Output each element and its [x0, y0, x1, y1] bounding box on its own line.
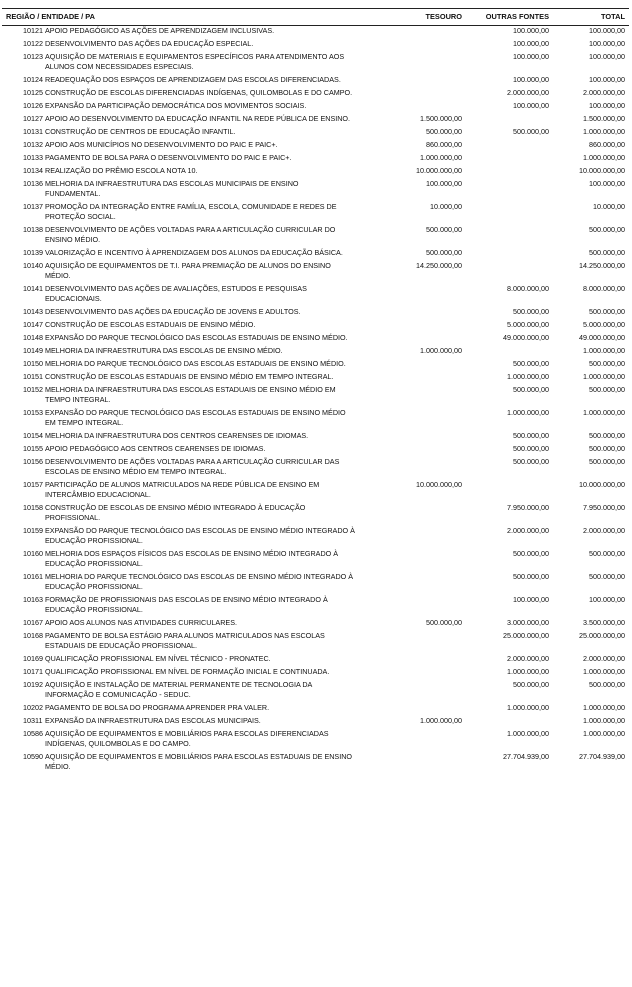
row-total-value: 25.000.000,00: [579, 631, 625, 640]
row-code: 10168: [23, 631, 43, 640]
row-description: MELHORIA DA INFRAESTRUTURA DAS ESCOLAS DE ENSINO MÉDIO.: [45, 346, 283, 355]
row-outras-fontes-value: 500.000,00: [513, 572, 549, 581]
row-code: 10169: [23, 654, 43, 663]
row-code: 10311: [23, 716, 43, 725]
table-row: [2, 51, 629, 74]
row-total-value: 10.000,00: [593, 202, 625, 211]
row-tesouro-value: 10.000.000,00: [416, 480, 462, 489]
row-outras-fontes-value: 100.000,00: [513, 101, 549, 110]
row-outras-fontes-value: 500.000,00: [513, 457, 549, 466]
row-description: EXPANSÃO DA INFRAESTRUTURA DAS ESCOLAS MUNICIPAIS.: [45, 716, 261, 725]
table-row: [2, 715, 629, 728]
row-tesouro-value: 500.000,00: [426, 127, 462, 136]
row-code: 10126: [23, 101, 43, 110]
row-description: FORMAÇÃO DE PROFISSIONAIS DAS ESCOLAS DE ENSINO MÉDIO INTEGRADO À EDUCAÇÃO PROFISSIONAL.: [45, 595, 328, 614]
row-code: 10125: [23, 88, 43, 97]
row-outras-fontes-value: 500.000,00: [513, 680, 549, 689]
row-description: DESENVOLVIMENTO DE AÇÕES VOLTADAS PARA A ARTICULAÇÃO CURRICULAR DAS ESCOLAS DE ENSINO MÉDIO EM TEMPO INTEGRAL.: [45, 457, 340, 476]
table-row: [2, 617, 629, 630]
row-description: EXPANSÃO DO PARQUE TECNOLÓGICO DAS ESCOLAS ESTADUAIS DE ENSINO MÉDIO.: [45, 333, 348, 342]
row-outras-fontes-value: 100.000,00: [513, 75, 549, 84]
row-outras-fontes-value: 1.000.000,00: [507, 729, 549, 738]
row-description: CONSTRUÇÃO DE ESCOLAS DIFERENCIADAS INDÍGENAS, QUILOMBOLAS E DO CAMPO.: [45, 88, 353, 97]
row-total-value: 500.000,00: [589, 307, 625, 316]
row-code: 10139: [23, 248, 43, 257]
row-total-value: 500.000,00: [589, 225, 625, 234]
row-code: 10157: [23, 480, 43, 489]
row-tesouro-value: 500.000,00: [426, 225, 462, 234]
row-description: APOIO PEDAGÓGICO AOS CENTROS CEARENSES DE IDIOMAS.: [45, 444, 266, 453]
row-description: MELHORIA DA INFRAESTRUTURA DOS CENTROS CEARENSES DE IDIOMAS.: [45, 431, 309, 440]
row-description: AQUISIÇÃO DE MATERIAIS E EQUIPAMENTOS ESPECÍFICOS PARA ATENDIMENTO AOS ALUNOS COM NECESSIDADES ESPECIAIS.: [45, 52, 345, 71]
row-total-value: 1.500.000,00: [583, 114, 625, 123]
row-tesouro-value: 10.000,00: [430, 202, 462, 211]
row-description: READEQUAÇÃO DOS ESPAÇOS DE APRENDIZAGEM DAS ESCOLAS DIFERENCIADAS.: [45, 75, 341, 84]
table-row: [2, 653, 629, 666]
row-description: APOIO AOS MUNICÍPIOS NO DESENVOLVIMENTO DO PAIC E PAIC+.: [45, 140, 278, 149]
table-row: [2, 224, 629, 247]
row-outras-fontes-value: 25.000.000,00: [503, 631, 549, 640]
row-code: 10138: [23, 225, 43, 234]
row-total-value: 500.000,00: [589, 444, 625, 453]
row-code: 10171: [23, 667, 43, 676]
row-code: 10140: [23, 261, 43, 270]
row-description: EXPANSÃO DA PARTICIPAÇÃO DEMOCRÁTICA DOS MOVIMENTOS SOCIAIS.: [45, 101, 307, 110]
row-code: 10586: [23, 729, 43, 738]
row-code: 10192: [23, 680, 43, 689]
row-outras-fontes-value: 500.000,00: [513, 385, 549, 394]
row-total-value: 2.000.000,00: [583, 654, 625, 663]
table-header: [2, 8, 629, 26]
table-row: [2, 247, 629, 260]
row-outras-fontes-value: 500.000,00: [513, 307, 549, 316]
row-code: 10141: [23, 284, 43, 293]
row-total-value: 100.000,00: [589, 595, 625, 604]
row-code: 10121: [23, 26, 43, 35]
table-row: [2, 74, 629, 87]
table-row: [2, 25, 629, 38]
row-total-value: 1.000.000,00: [583, 153, 625, 162]
row-description: APOIO AOS ALUNOS NAS ATIVIDADES CURRICULARES.: [45, 618, 237, 627]
row-tesouro-value: 1.000.000,00: [420, 716, 462, 725]
row-total-value: 8.000.000,00: [583, 284, 625, 293]
row-description: PAGAMENTO DE BOLSA DO PROGRAMA APRENDER PRA VALER.: [45, 703, 270, 712]
row-outras-fontes-value: 2.000.000,00: [507, 88, 549, 97]
row-description: QUALIFICAÇÃO PROFISSIONAL EM NÍVEL DE FORMAÇÃO INICIAL E CONTINUADA.: [45, 667, 330, 676]
row-total-value: 100.000,00: [589, 26, 625, 35]
table-row: [2, 100, 629, 113]
row-code: 10202: [23, 703, 43, 712]
row-description: AQUISIÇÃO DE EQUIPAMENTOS E MOBILIÁRIOS PARA ESCOLAS DIFERENCIADAS INDÍGENAS, QUILOMBOLAS E DO CAMPO.: [45, 729, 329, 748]
table-row: [2, 332, 629, 345]
row-code: 10150: [23, 359, 43, 368]
row-tesouro-value: 500.000,00: [426, 618, 462, 627]
row-total-value: 1.000.000,00: [583, 729, 625, 738]
row-description: MELHORIA DA INFRAESTRUTURA DAS ESCOLAS ESTADUAIS DE ENSINO MÉDIO EM TEMPO INTEGRAL.: [45, 385, 336, 404]
table-row: [2, 306, 629, 319]
row-total-value: 500.000,00: [589, 549, 625, 558]
row-code: 10148: [23, 333, 43, 342]
row-description: CONSTRUÇÃO DE ESCOLAS ESTADUAIS DE ENSINO MÉDIO EM TEMPO INTEGRAL.: [45, 372, 334, 381]
row-total-value: 100.000,00: [589, 179, 625, 188]
row-outras-fontes-value: 49.000.000,00: [503, 333, 549, 342]
row-description: DESENVOLVIMENTO DE AÇÕES VOLTADAS PARA A ARTICULAÇÃO CURRICULAR DO ENSINO MÉDIO.: [45, 225, 336, 244]
row-outras-fontes-value: 100.000,00: [513, 39, 549, 48]
row-code: 10133: [23, 153, 43, 162]
row-outras-fontes-value: 8.000.000,00: [507, 284, 549, 293]
row-outras-fontes-value: 500.000,00: [513, 549, 549, 558]
table-body: [2, 25, 629, 774]
table-row: [2, 502, 629, 525]
row-description: PAGAMENTO DE BOLSA PARA O DESENVOLVIMENTO DO PAIC E PAIC+.: [45, 153, 292, 162]
row-description: PAGAMENTO DE BOLSA ESTÁGIO PARA ALUNOS MATRICULADOS NAS ESCOLAS ESTADUAIS DE EDUCAÇÃO PROFISSIONAL.: [45, 631, 325, 650]
row-description: MELHORIA DA INFRAESTRUTURA DAS ESCOLAS MUNICIPAIS DE ENSINO FUNDAMENTAL.: [45, 179, 299, 198]
row-total-value: 14.250.000,00: [579, 261, 625, 270]
row-description: AQUISIÇÃO DE EQUIPAMENTOS E MOBILIÁRIOS PARA ESCOLAS ESTADUAIS DE ENSINO MÉDIO.: [45, 752, 353, 771]
row-outras-fontes-value: 500.000,00: [513, 431, 549, 440]
table-row: [2, 548, 629, 571]
column-header-region: REGIÃO / ENTIDADE / PA: [6, 12, 95, 21]
row-code: 10158: [23, 503, 43, 512]
row-outras-fontes-value: 5.000.000,00: [507, 320, 549, 329]
row-total-value: 10.000.000,00: [579, 480, 625, 489]
row-description: VALORIZAÇÃO E INCENTIVO À APRENDIZAGEM DOS ALUNOS DA EDUCAÇÃO BÁSICA.: [45, 248, 343, 257]
row-code: 10590: [23, 752, 43, 761]
row-tesouro-value: 860.000,00: [426, 140, 462, 149]
row-total-value: 1.000.000,00: [583, 408, 625, 417]
table-row: [2, 666, 629, 679]
table-row: [2, 443, 629, 456]
table-row: [2, 371, 629, 384]
table-row: [2, 407, 629, 430]
table-row: [2, 319, 629, 332]
row-code: 10167: [23, 618, 43, 627]
row-code: 10147: [23, 320, 43, 329]
column-header-total: TOTAL: [601, 12, 625, 21]
row-outras-fontes-value: 1.000.000,00: [507, 703, 549, 712]
row-code: 10153: [23, 408, 43, 417]
row-code: 10137: [23, 202, 43, 211]
row-outras-fontes-value: 500.000,00: [513, 359, 549, 368]
row-outras-fontes-value: 2.000.000,00: [507, 526, 549, 535]
row-outras-fontes-value: 7.950.000,00: [507, 503, 549, 512]
row-total-value: 100.000,00: [589, 52, 625, 61]
row-outras-fontes-value: 27.704.939,00: [503, 752, 549, 761]
table-row: [2, 384, 629, 407]
row-description: DESENVOLVIMENTO DAS AÇÕES DA EDUCAÇÃO ESPECIAL.: [45, 39, 254, 48]
row-outras-fontes-value: 2.000.000,00: [507, 654, 549, 663]
table-row: [2, 126, 629, 139]
row-tesouro-value: 14.250.000,00: [416, 261, 462, 270]
table-row: [2, 283, 629, 306]
row-outras-fontes-value: 100.000,00: [513, 26, 549, 35]
row-total-value: 500.000,00: [589, 431, 625, 440]
row-code: 10161: [23, 572, 43, 581]
row-outras-fontes-value: 500.000,00: [513, 444, 549, 453]
row-outras-fontes-value: 1.000.000,00: [507, 408, 549, 417]
row-code: 10131: [23, 127, 43, 136]
row-outras-fontes-value: 100.000,00: [513, 52, 549, 61]
row-description: DESENVOLVIMENTO DAS AÇÕES DE AVALIAÇÕES, ESTUDOS E PESQUISAS EDUCACIONAIS.: [45, 284, 307, 303]
row-code: 10122: [23, 39, 43, 48]
row-code: 10163: [23, 595, 43, 604]
table-row: [2, 594, 629, 617]
row-code: 10123: [23, 52, 43, 61]
table-row: [2, 201, 629, 224]
row-code: 10149: [23, 346, 43, 355]
row-total-value: 1.000.000,00: [583, 703, 625, 712]
row-tesouro-value: 1.000.000,00: [420, 153, 462, 162]
row-tesouro-value: 100.000,00: [426, 179, 462, 188]
row-outras-fontes-value: 1.000.000,00: [507, 667, 549, 676]
table-row: [2, 358, 629, 371]
table-row: [2, 630, 629, 653]
row-description: CONSTRUÇÃO DE CENTROS DE EDUCAÇÃO INFANTIL.: [45, 127, 236, 136]
row-description: PROMOÇÃO DA INTEGRAÇÃO ENTRE FAMÍLIA, ESCOLA, COMUNIDADE E REDES DE PROTEÇÃO SOCIAL.: [45, 202, 337, 221]
row-description: MELHORIA DO PARQUE TECNOLÓGICO DAS ESCOLAS ESTADUAIS DE ENSINO MÉDIO.: [45, 359, 346, 368]
row-tesouro-value: 1.000.000,00: [420, 346, 462, 355]
row-description: CONSTRUÇÃO DE ESCOLAS ESTADUAIS DE ENSINO MÉDIO.: [45, 320, 256, 329]
row-description: REALIZAÇÃO DO PRÊMIO ESCOLA NOTA 10.: [45, 166, 198, 175]
row-total-value: 10.000.000,00: [579, 166, 625, 175]
row-description: QUALIFICAÇÃO PROFISSIONAL EM NÍVEL TÉCNICO - PRONATEC.: [45, 654, 271, 663]
table-row: [2, 751, 629, 774]
row-description: DESENVOLVIMENTO DAS AÇÕES DA EDUCAÇÃO DE JOVENS E ADULTOS.: [45, 307, 301, 316]
row-total-value: 500.000,00: [589, 359, 625, 368]
table-row: [2, 479, 629, 502]
row-total-value: 500.000,00: [589, 457, 625, 466]
row-total-value: 49.000.000,00: [579, 333, 625, 342]
row-code: 10160: [23, 549, 43, 558]
table-row: [2, 702, 629, 715]
row-total-value: 100.000,00: [589, 39, 625, 48]
row-code: 10154: [23, 431, 43, 440]
row-total-value: 500.000,00: [589, 572, 625, 581]
table-row: [2, 525, 629, 548]
row-total-value: 2.000.000,00: [583, 526, 625, 535]
row-outras-fontes-value: 3.000.000,00: [507, 618, 549, 627]
row-total-value: 500.000,00: [589, 248, 625, 257]
row-total-value: 1.000.000,00: [583, 346, 625, 355]
table-row: [2, 87, 629, 100]
table-row: [2, 260, 629, 283]
table-row: [2, 456, 629, 479]
row-total-value: 2.000.000,00: [583, 88, 625, 97]
row-code: 10136: [23, 179, 43, 188]
column-header-outras-fontes: OUTRAS FONTES: [485, 12, 549, 21]
row-code: 10127: [23, 114, 43, 123]
table-row: [2, 139, 629, 152]
row-description: EXPANSÃO DO PARQUE TECNOLÓGICO DAS ESCOLAS DE ENSINO MÉDIO INTEGRADO À EDUCAÇÃO PROFISSIONAL.: [45, 526, 355, 545]
row-code: 10159: [23, 526, 43, 535]
row-total-value: 27.704.939,00: [579, 752, 625, 761]
row-outras-fontes-value: 500.000,00: [513, 127, 549, 136]
row-total-value: 100.000,00: [589, 101, 625, 110]
row-description: APOIO PEDAGÓGICO AS AÇÕES DE APRENDIZAGEM INCLUSIVAS.: [45, 26, 275, 35]
row-total-value: 3.500.000,00: [583, 618, 625, 627]
table-row: [2, 113, 629, 126]
row-total-value: 100.000,00: [589, 75, 625, 84]
row-code: 10151: [23, 372, 43, 381]
row-total-value: 1.000.000,00: [583, 716, 625, 725]
row-description: CONSTRUÇÃO DE ESCOLAS DE ENSINO MÉDIO INTEGRADO À EDUCAÇÃO PROFISSIONAL.: [45, 503, 306, 522]
row-description: MELHORIA DOS ESPAÇOS FÍSICOS DAS ESCOLAS DE ENSINO MÉDIO INTEGRADO À EDUCAÇÃO PROFISSIONAL.: [45, 549, 339, 568]
table-row: [2, 571, 629, 594]
row-description: MELHORIA DO PARQUE TECNOLÓGICO DAS ESCOLAS DE ENSINO MÉDIO INTEGRADO À EDUCAÇÃO PROFISSIONAL.: [45, 572, 354, 591]
row-description: APOIO AO DESENVOLVIMENTO DA EDUCAÇÃO INFANTIL NA REDE PÚBLICA DE ENSINO.: [45, 114, 351, 123]
row-total-value: 1.000.000,00: [583, 372, 625, 381]
row-total-value: 500.000,00: [589, 680, 625, 689]
row-code: 10152: [23, 385, 43, 394]
row-code: 10156: [23, 457, 43, 466]
table-row: [2, 165, 629, 178]
row-description: AQUISIÇÃO E INSTALAÇÃO DE MATERIAL PERMANENTE DE TECNOLOGIA DA INFORMAÇÃO E COMUNICAÇÃO - SEDUC.: [45, 680, 312, 699]
row-code: 10155: [23, 444, 43, 453]
column-header-tesouro: TESOURO: [425, 12, 462, 21]
table-row: [2, 430, 629, 443]
table-row: [2, 38, 629, 51]
row-total-value: 5.000.000,00: [583, 320, 625, 329]
row-tesouro-value: 500.000,00: [426, 248, 462, 257]
row-outras-fontes-value: 100.000,00: [513, 595, 549, 604]
row-code: 10143: [23, 307, 43, 316]
row-total-value: 860.000,00: [589, 140, 625, 149]
table-row: [2, 152, 629, 165]
row-description: PARTICIPAÇÃO DE ALUNOS MATRICULADOS NA REDE PÚBLICA DE ENSINO EM INTERCÂMBIO EDUCACIONAL.: [45, 480, 320, 499]
row-code: 10134: [23, 166, 43, 175]
table-row: [2, 679, 629, 702]
row-total-value: 1.000.000,00: [583, 127, 625, 136]
table-row: [2, 178, 629, 201]
row-total-value: 500.000,00: [589, 385, 625, 394]
table-row: [2, 345, 629, 358]
row-code: 10132: [23, 140, 43, 149]
row-total-value: 1.000.000,00: [583, 667, 625, 676]
row-tesouro-value: 10.000.000,00: [416, 166, 462, 175]
row-tesouro-value: 1.500.000,00: [420, 114, 462, 123]
row-outras-fontes-value: 1.000.000,00: [507, 372, 549, 381]
row-code: 10124: [23, 75, 43, 84]
table-row: [2, 728, 629, 751]
row-total-value: 7.950.000,00: [583, 503, 625, 512]
row-description: EXPANSÃO DO PARQUE TECNOLÓGICO DAS ESCOLAS ESTADUAIS DE ENSINO MÉDIO EM TEMPO INTEGRAL.: [45, 408, 346, 427]
row-description: AQUISIÇÃO DE EQUIPAMENTOS DE T.I. PARA PREMIAÇÃO DE ALUNOS DO ENSINO MÉDIO.: [45, 261, 331, 280]
